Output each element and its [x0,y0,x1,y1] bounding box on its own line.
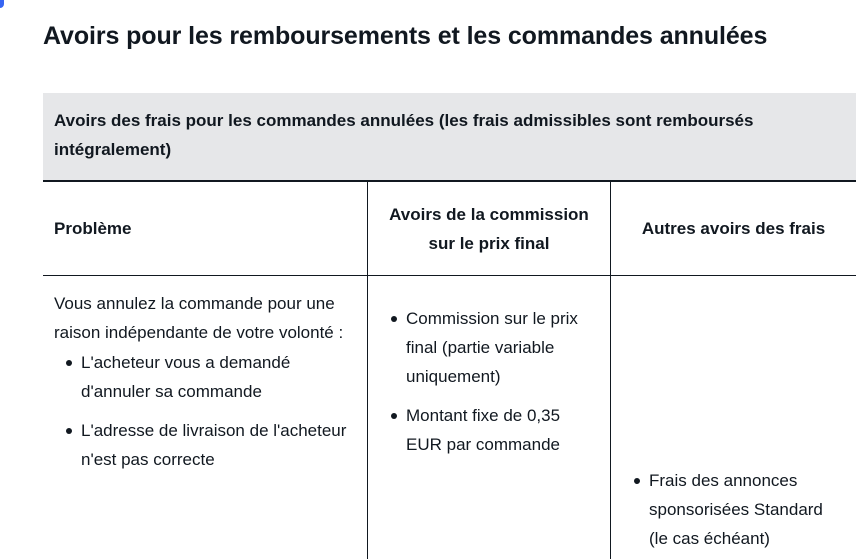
list-item: Frais des annonces sponsorisées Standard (le cas échéant) [631,466,846,553]
header-problem: Problème [54,219,132,238]
table-row [43,276,856,559]
list-item: L'acheteur vous a demandé d'annuler sa commande [63,348,357,406]
page-title: Avoirs pour les remboursements et les commandes annulées [43,22,768,50]
problem-intro: Vous annulez la commande pour une raison indépendante de votre volonté : [54,294,344,342]
table-caption: Avoirs des frais pour les commandes annulées (les frais admissibles sont remboursés intégralement) [43,93,856,181]
cell-problem [43,276,367,559]
header-final-value-fee-credits: Avoirs de la commission sur le prix final [367,182,610,275]
cell-other-fee-credits [610,276,856,559]
other-credits-list [631,466,846,553]
table-header-row [43,182,856,276]
list-item: Commission sur le prix final (partie variable uniquement) [388,304,598,391]
focus-corner-indicator [0,0,4,8]
commission-list [388,304,598,459]
cell-final-value-fee-credits [367,276,610,559]
problem-list [63,348,357,474]
list-item: Montant fixe de 0,35 EUR par commande [388,401,598,459]
fee-credits-table [43,180,856,559]
header-other-fee-credits: Autres avoirs des frais [610,182,856,275]
list-item: L'adresse de livraison de l'acheteur n'est pas correcte [63,416,357,474]
